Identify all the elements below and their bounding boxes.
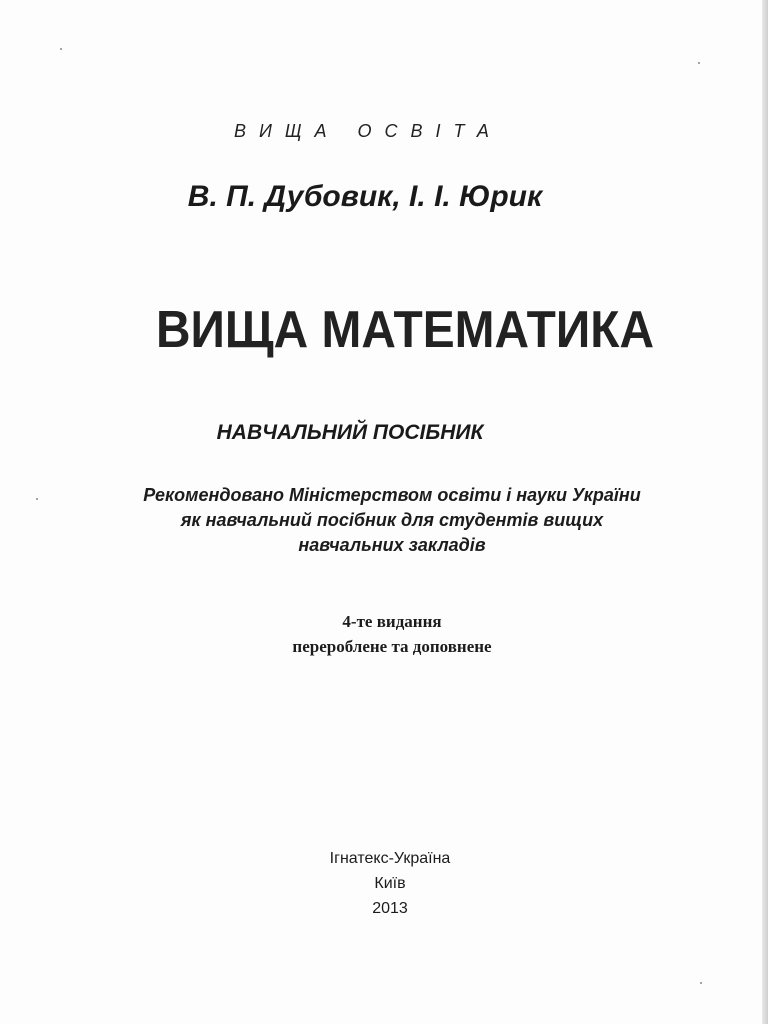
recommendation-line-3: навчальних закладів — [298, 535, 486, 555]
book-title: ВИЩА МАТЕМАТИКА — [155, 301, 655, 359]
scan-speck — [698, 62, 700, 64]
city: Київ — [374, 875, 406, 892]
scan-speck — [700, 982, 702, 984]
edition-note: перероблене та доповнене — [292, 637, 492, 656]
authors: В. П. Дубовик, І. І. Юрик — [187, 180, 543, 213]
scan-speck — [36, 498, 38, 500]
series-name: ВИЩА ОСВІТА — [234, 121, 502, 141]
edition-number: 4-те видання — [342, 612, 442, 631]
scan-speck — [60, 48, 62, 50]
book-subtitle: НАВЧАЛЬНИЙ ПОСІБНИК — [216, 421, 484, 444]
publisher: Ігнатекс-Україна — [329, 850, 451, 867]
year: 2013 — [372, 900, 408, 917]
recommendation-line-1: Рекомендовано Міністерством освіти і науки України — [143, 485, 641, 505]
recommendation-line-2: як навчальний посібник для студентів вищих — [180, 510, 604, 530]
